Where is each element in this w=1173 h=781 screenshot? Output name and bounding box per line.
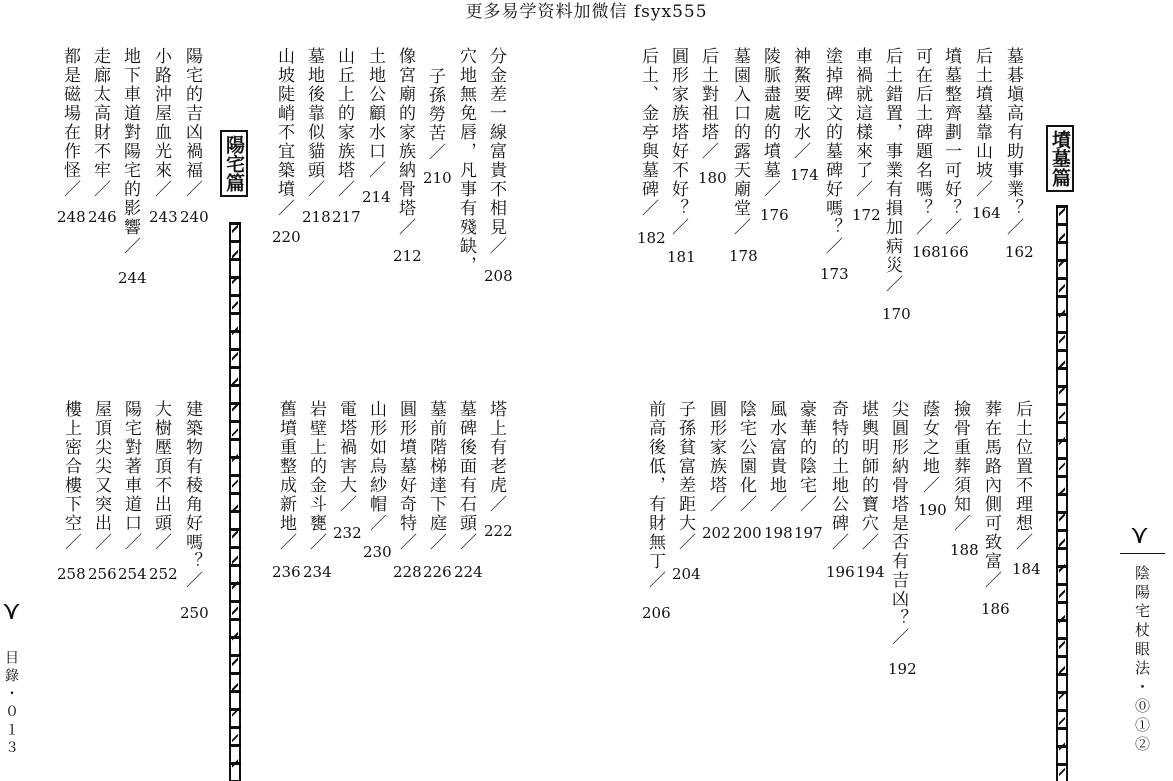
toc-page-number: 252: [149, 565, 178, 583]
toc-entry: 山丘上的家族塔／: [334, 47, 354, 199]
toc-page-number: 182: [637, 229, 666, 247]
toc-entry: 尖圓形納骨塔是否有吉凶？／: [888, 400, 908, 647]
toc-page-number: 204: [672, 565, 701, 583]
toc-page-number: 228: [393, 563, 422, 581]
toc-page-number: 214: [362, 188, 391, 206]
toc-page-number: 202: [702, 524, 731, 542]
toc-page-label: 目錄・０１３: [3, 650, 19, 758]
toc-page-number: 194: [856, 563, 885, 581]
toc-page-number: 222: [484, 522, 513, 540]
toc-page-number: 210: [423, 169, 452, 187]
toc-entry: 塔上有老虎／: [486, 400, 506, 514]
tomb-section-ornament-bar: [1056, 205, 1068, 781]
toc-entry: 陵脈盡處的墳墓／: [760, 47, 780, 199]
toc-page-number: 198: [764, 524, 793, 542]
toc-entry: 奇特的土地公碑／: [828, 400, 848, 552]
toc-entry: 墓園入口的露天廟堂／: [730, 47, 750, 237]
toc-entry: 蔭女之地／: [919, 400, 939, 495]
toc-entry: 樓上密合樓下空／: [61, 400, 81, 552]
toc-page-number: 184: [1012, 560, 1041, 578]
toc-page-number: 200: [733, 524, 762, 542]
toc-entry: 陰宅公園化／: [736, 400, 756, 514]
toc-entry: 墓碁塡高有助事業？／: [1003, 47, 1023, 237]
toc-page-number: 244: [118, 269, 147, 287]
toc-page-number: 240: [180, 208, 209, 226]
yang-section-heading: 陽宅篇: [220, 130, 248, 197]
toc-entry: 圓形家族塔好不好？／: [668, 47, 688, 237]
toc-page-number: 174: [790, 166, 819, 184]
toc-page-number: 166: [940, 243, 969, 261]
toc-page-number: 230: [363, 543, 392, 561]
toc-entry: 大樹壓頂不出頭／: [151, 400, 171, 552]
tomb-section-heading: 墳墓篇: [1046, 125, 1074, 192]
toc-page-number: 181: [667, 248, 696, 266]
toc-page-number: 164: [972, 204, 1001, 222]
toc-entry: 后土錯置，事業有損加病災／: [882, 47, 902, 294]
toc-page-number: 188: [950, 541, 979, 559]
toc-page-number: 232: [333, 524, 362, 542]
toc-page-number: 220: [272, 228, 301, 246]
toc-entry: 前高後低，有財無丁／: [645, 400, 665, 590]
bird-ornament-icon-left: ⋎: [2, 596, 22, 626]
toc-entry: 墓前階梯達下庭／: [426, 400, 446, 552]
toc-entry: 土地公顧水口／: [365, 47, 385, 180]
page-header-watermark: 更多易学资料加微信 fsyx555: [465, 2, 708, 22]
toc-entry: 后土墳墓靠山坡／: [972, 47, 992, 199]
toc-page-number: 186: [981, 600, 1010, 618]
toc-page-number: 234: [303, 563, 332, 581]
toc-entry: 穴地無免唇，凡事有殘缺，: [456, 47, 476, 275]
toc-entry: 陽宅的吉凶禍福／: [182, 47, 202, 199]
toc-page-number: 192: [888, 660, 917, 678]
toc-entry: 屋頂尖尖又突出／: [91, 400, 111, 552]
toc-page-number: 162: [1005, 243, 1034, 261]
toc-entry: 墓地後靠似貓頭／: [304, 47, 324, 199]
book-title: 陰陽宅杖眼法・⓪①②: [1133, 565, 1151, 755]
toc-entry: 子孫貧富差距大／: [675, 400, 695, 552]
toc-entry: 山坡陡峭不宜築墳／: [274, 47, 294, 218]
toc-page-number: 190: [918, 501, 947, 519]
toc-page-number: 258: [57, 565, 86, 583]
bird-ornament-icon: ⋎: [1130, 520, 1150, 550]
toc-page-number: 178: [729, 247, 758, 265]
toc-page-number: 243: [149, 208, 178, 226]
toc-entry: 舊墳重整成新地／: [276, 400, 296, 552]
yang-section-ornament-bar: [229, 222, 241, 781]
toc-entry: 小路沖屋血光來／: [151, 47, 171, 199]
toc-entry: 葬在馬路內側可致富／: [981, 400, 1001, 590]
toc-entry: 墳墓整齊劃一可好？／: [941, 47, 961, 237]
toc-entry: 后土位置不理想／: [1012, 400, 1032, 552]
toc-entry: 分金差一線富貴不相見／: [486, 47, 506, 256]
toc-page-number: 173: [820, 265, 849, 283]
toc-entry: 子孫勞苦／: [425, 67, 445, 162]
toc-entry: 神鰲要吃水／: [790, 47, 810, 161]
toc-page-number: 250: [180, 604, 209, 622]
toc-entry: 地下車道對陽宅的影響／: [120, 47, 140, 256]
toc-entry: 可在后土碑題名嗎？／: [912, 47, 932, 237]
toc-page-number: 197: [794, 524, 823, 542]
toc-page-number: 168: [912, 243, 941, 261]
toc-page-number: 208: [484, 267, 513, 285]
toc-entry: 都是磁場在作怪／: [60, 47, 80, 199]
toc-entry: 岩壁上的金斗甕／: [306, 400, 326, 552]
toc-page-number: 254: [118, 565, 147, 583]
toc-page-number: 170: [882, 305, 911, 323]
toc-entry: 車禍就這樣來了／: [852, 47, 872, 199]
toc-entry: 走廊太高財不牢／: [90, 47, 110, 199]
toc-entry: 建築物有稜角好嗎？／: [182, 400, 202, 590]
toc-page-number: 218: [302, 208, 331, 226]
toc-entry: 墓碑後面有石頭／: [456, 400, 476, 552]
toc-entry: 后土對祖塔／: [698, 47, 718, 161]
toc-page-number: 206: [642, 604, 671, 622]
toc-page-number: 212: [393, 247, 422, 265]
toc-entry: 撿骨重葬須知／: [950, 400, 970, 533]
toc-entry: 風水富貴地／: [766, 400, 786, 514]
title-rule: [1120, 553, 1165, 554]
toc-entry: 堪輿明師的寶穴／: [858, 400, 878, 552]
toc-entry: 電塔禍害大／: [336, 400, 356, 514]
toc-page-number: 246: [88, 208, 117, 226]
toc-page-number: 172: [852, 206, 881, 224]
toc-entry: 山形如烏紗帽／: [366, 400, 386, 533]
toc-page-number: 236: [272, 563, 301, 581]
toc-page-number: 180: [698, 169, 727, 187]
toc-entry: 后土、金亭與墓碑／: [638, 47, 658, 218]
toc-page-number: 217: [332, 208, 361, 226]
toc-entry: 圓形墳墓好奇特／: [396, 400, 416, 552]
toc-entry: 豪華的陰宅／: [796, 400, 816, 514]
toc-page-number: 196: [826, 563, 855, 581]
toc-entry: 圓形家族塔／: [706, 400, 726, 514]
toc-page-number: 176: [760, 206, 789, 224]
toc-page-number: 248: [57, 208, 86, 226]
toc-page-number: 224: [454, 563, 483, 581]
toc-entry: 像宮廟的家族納骨塔／: [395, 47, 415, 237]
toc-entry: 塗掉碑文的墓碑好嗎？／: [822, 47, 842, 256]
toc-page-number: 256: [88, 565, 117, 583]
toc-page-number: 226: [423, 563, 452, 581]
toc-entry: 陽宅對著車道口／: [121, 400, 141, 552]
